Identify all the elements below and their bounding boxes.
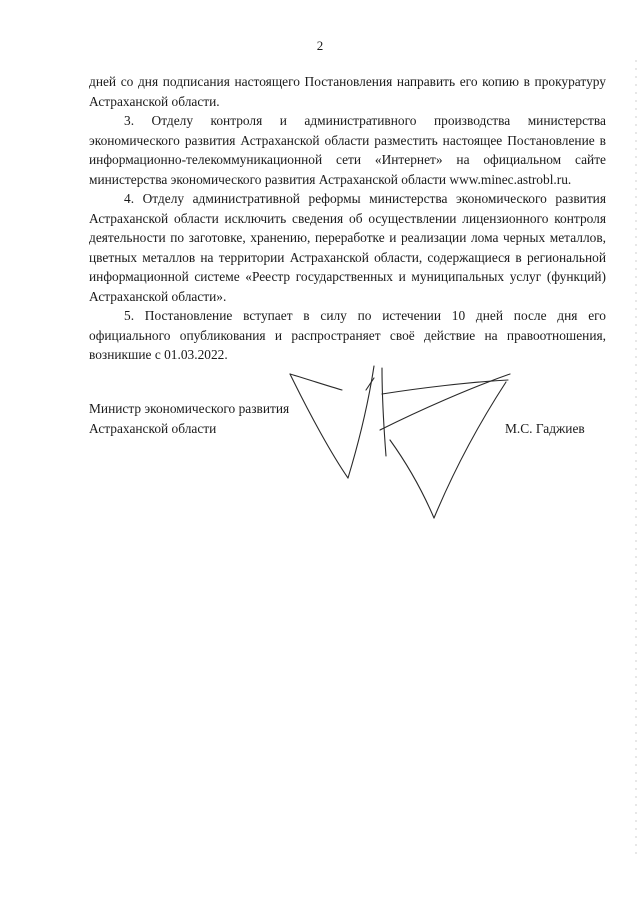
signatory-title-line-2: Астраханской области bbox=[89, 420, 217, 436]
signatory-name: М.С. Гаджиев bbox=[505, 420, 585, 436]
page-number: 2 bbox=[316, 38, 324, 53]
paragraph-item-4: 4. Отделу административной реформы министерства экономического развития Астраханской области исключить сведения об осуществлении лицензионного контроля деятельности по заготовке, хранению, переработке и реализации лома черных металлов, цветных металлов на территории Астраханской области, содержащиеся в региональной информационной системе «Реестр государственных и муниципальных услуг (функций) Астраханской области». bbox=[89, 191, 606, 304]
scan-edge-marks bbox=[634, 60, 638, 860]
signatory-title bbox=[89, 399, 289, 438]
handwritten-signature bbox=[270, 360, 530, 530]
signatory-title-line-1: Министр экономического развития bbox=[89, 401, 290, 416]
paragraph-item-5: 5. Постановление вступает в силу по истечении 10 дней после дня его официального опубликования и распространяет своё действие на правоотношения, возникшие с 01.03.2022. bbox=[89, 308, 606, 362]
document-body bbox=[89, 72, 606, 365]
paragraph-item-3: 3. Отделу контроля и административного производства министерства экономического развития Астраханской области разместить настоящее Постановление в информационно-телекоммуникационной сети «Интернет» на официальном сайте министерства экономического развития Астраханской области www.minec.astrobl.ru. bbox=[89, 113, 606, 187]
paragraph-continuation: дней со дня подписания настоящего Постановления направить его копию в прокуратуру Астраханской области. bbox=[89, 74, 606, 109]
